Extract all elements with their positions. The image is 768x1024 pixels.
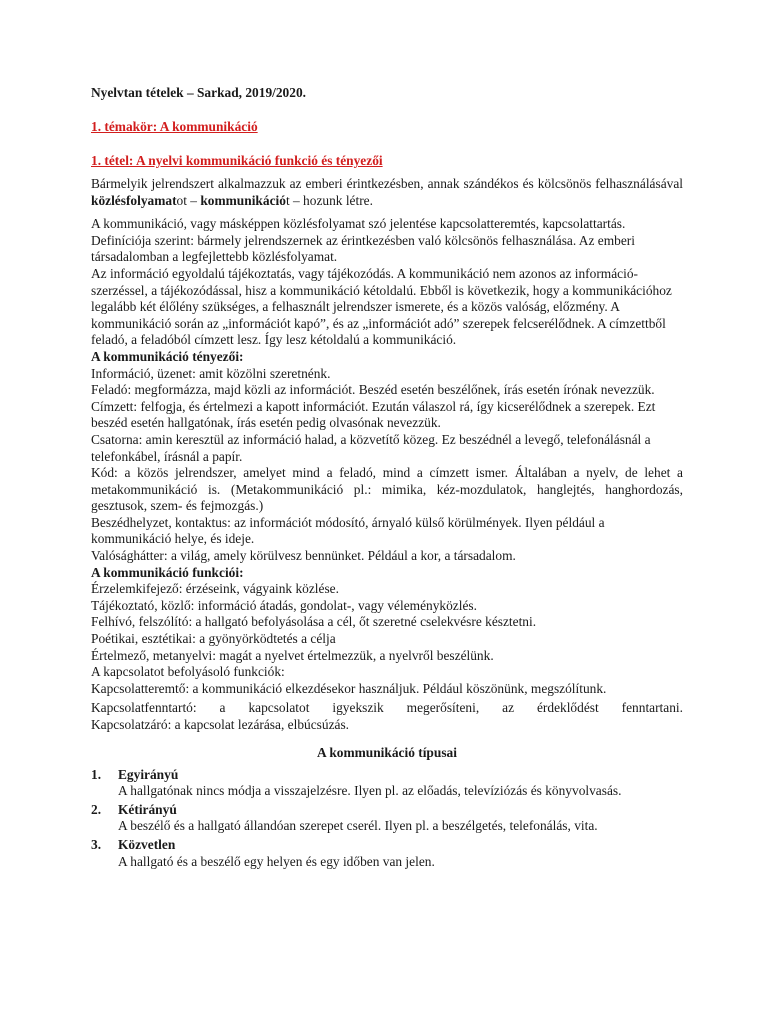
factors-list [91,366,683,565]
functions-list [91,581,683,681]
intro-text-2: ot – [176,192,201,208]
function-item: Érzelemkifejező: érzéseink, vágyaink közlése. [91,581,339,597]
factor-item: Beszédhelyzet, kontaktus: az információt módosító, árnyaló külső körülmények. Ilyen például a kommunikáció helye, és ideje. [91,514,605,547]
intro-paragraph [91,176,683,209]
intro-bold-term-2: kommunikáció [200,192,286,208]
function-item: Tájékoztató, közlő: információ átadás, gondolat-, vagy véleményközlés. [91,597,477,613]
function-item: Felhívó, felszólító: a hallgató befolyásolása a cél, őt szeretné cselekvésre késztetni. [91,614,537,630]
intro-bold-term-1: közlésfolyamat [91,192,177,208]
intro-text-1: Bármelyik jelrendszert alkalmazzuk az emberi érintkezésben, annak szándékos és kölcsönös felhasználásával [91,176,683,191]
factor-item: Címzett: felfogja, és értelmezi a kapott információt. Ezután válaszol rá, így kicserélődnek a szerepek. Ezt beszéd esetén hallgatónak, írás esetén pedig olvasónak nevezzük. [91,398,656,431]
factor-item: Információ, üzenet: amit közölni szeretnénk. [91,365,331,381]
factor-item: Csatorna: amin keresztül az információ halad, a közvetítő közeg. Ez beszédnél a levegő, telefonálásnál a telefonkábel, írásnál a papír. [91,431,651,464]
type-number: 1. [91,766,102,782]
factors-heading: A kommunikáció tényezői: [91,348,244,364]
type-name: Közvetlen [118,836,176,852]
function-item: Értelmező, metanyelvi: magát a nyelvet értelmezzük, a nyelvről beszélünk. [91,647,494,663]
intro-text-3: t – hozunk létre. [285,192,373,208]
relation-function-item: Kapcsolatfenntartó: a kapcsolatot igyekszik megerősíteni, az érdeklődést fenntartani. [91,700,683,716]
document-title: Nyelvtan tételek – Sarkad, 2019/2020. [91,85,306,100]
types-list [91,767,683,871]
topic-heading: 1. témakör: A kommunikáció [91,119,258,134]
information-paragraph: Az információ egyoldalú tájékoztatás, vagy tájékozódás. A kommunikáció nem azonos az információ-szerzéssel, a tájékozódással, hisz a kommunikáció kétoldalú. Ebből is következik, hogy a kommunikációhoz legalább két élőlény szükséges, a felhasznált jelrendszer ismerete, és a közös valóság, előzmény. A kommunikáció során az „információt kapó”, és az „információt adó” szerepek felcserélődnek. A címzettből feladó, a feladóból címzett lesz. Így lesz kétoldalú a kommunikáció. [91,265,672,348]
type-description: A hallgató és a beszélő egy helyen és egy időben van jelen. [118,853,435,869]
relation-functions-list [91,681,683,734]
factor-item: Feladó: megformázza, majd közli az információt. Beszéd esetén beszélőnek, írás esetén írónak nevezzük. [91,382,655,398]
thesis-heading: 1. tétel: A nyelvi kommunikáció funkció és tényezői [91,153,383,168]
type-item [91,802,683,835]
factor-item: Kód: a közös jelrendszer, amelyet mind a feladó, mind a címzett ismer. Általában a nyelv, de lehet a metakommunikáció is. (Metakommunikáció pl.: mimika, kéz-mozdulatok, hanglejtés, hanghordozás, gesztusok, szem- és fejmozgás.) [91,465,683,514]
function-item: Poétikai, esztétikai: a gyönyörködtetés a célja [91,631,336,647]
type-name: Egyirányú [118,766,179,782]
relation-function-item: Kapcsolatteremtő: a kommunikáció elkezdésekor használjuk. Például köszönünk, megszólítunk. [91,680,607,696]
type-number: 3. [91,836,102,852]
type-item [91,837,683,870]
type-number: 2. [91,801,102,817]
definition-paragraph: A kommunikáció, vagy másképpen közlésfolyamat szó jelentése kapcsolatteremtés, kapcsolattartás. Definíciója szerint: bármely jelrendszernek az érintkezésben való kölcsönös felhasználása. Az emberi társadalomban a legfejlettebb közlésfolyamat. [91,216,635,265]
type-description: A beszélő és a hallgató állandóan szerepet cserél. Ilyen pl. a beszélgetés, telefonálás, vita. [118,818,598,834]
factor-item: Valósághátter: a világ, amely körülvesz bennünket. Például a kor, a társadalom. [91,548,516,564]
type-name: Kétirányú [118,801,177,817]
type-item [91,767,683,800]
types-heading: A kommunikáció típusai [317,744,457,760]
functions-heading: A kommunikáció funkciói: [91,564,244,580]
function-item: A kapcsolatot befolyásoló funkciók: [91,664,285,680]
relation-function-item: Kapcsolatzáró: a kapcsolat lezárása, elbúcsúzás. [91,717,350,732]
type-description: A hallgatónak nincs módja a visszajelzésre. Ilyen pl. az előadás, televíziózás és könyvolvasás. [118,783,622,799]
